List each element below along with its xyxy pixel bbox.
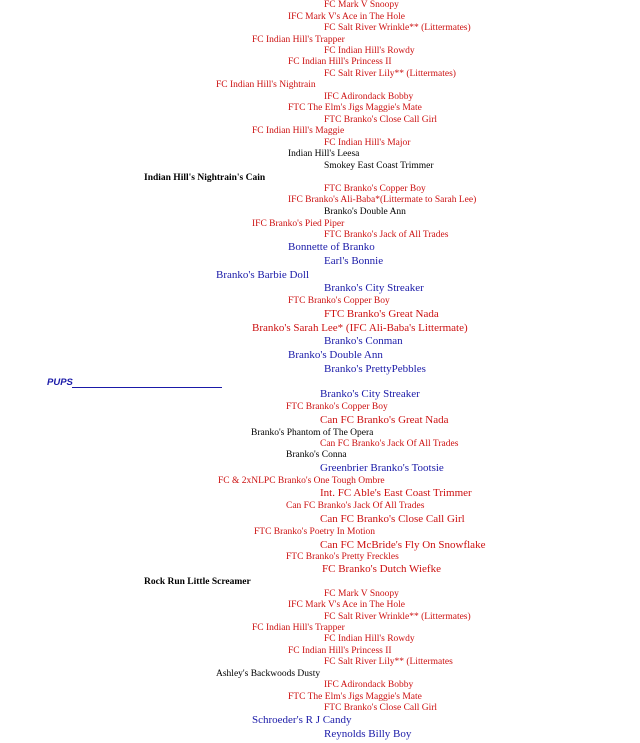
pedigree-entry: FTC Branko's Copper Boy [286,402,388,412]
dog-name-heading: Indian Hill's Nightrain's Cain [144,173,266,183]
pedigree-entry: FTC Branko's Copper Boy [288,296,390,306]
pedigree-entry: FC Indian Hill's Trapper [252,35,345,45]
pedigree-entry: Can FC Branko's Jack Of All Trades [286,501,425,511]
pedigree-entry: FC Indian Hill's Trapper [252,623,345,633]
pedigree-entry: Schroeder's R J Candy [252,714,352,726]
pedigree-entry: FC Indian Hill's Major [324,138,411,148]
pedigree-entry: FTC The Elm's Jigs Maggie's Mate [288,692,422,702]
pedigree-entry: FC Mark V Snoopy [324,589,399,599]
pedigree-entry: Int. FC Able's East Coast Trimmer [320,487,472,499]
pedigree-entry: FC Salt River Lily** (Littermates) [324,69,456,79]
pedigree-entry: FC Branko's Dutch Wiefke [322,563,441,575]
pedigree-entry: Bonnette of Branko [288,241,375,253]
pedigree-entry: Branko's PrettyPebbles [324,363,426,375]
pedigree-entry: IFC Branko's Ali-Baba*(Littermate to Sarah Lee) [288,195,477,205]
pedigree-entry: Branko's City Streaker [324,282,424,294]
pups-section-heading: PUPS [47,377,73,388]
pedigree-entry: FC Salt River Lily** (Littermates [324,657,453,667]
pedigree-entry: Branko's Phantom of The Opera [251,428,374,438]
pedigree-entry: FTC The Elm's Jigs Maggie's Mate [288,103,422,113]
pedigree-entry: FC Indian Hill's Princess II [288,646,392,656]
pedigree-entry: FTC Branko's Close Call Girl [324,115,438,125]
pedigree-entry: FC Indian Hill's Rowdy [324,634,415,644]
section-underline [72,387,222,388]
pedigree-entry: Can FC McBride's Fly On Snowflake [320,539,486,551]
pedigree-entry: FC Salt River Wrinkle** (Littermates) [324,612,471,622]
pedigree-entry: Ashley's Backwoods Dusty [216,669,321,679]
pedigree-entry: IFC Mark V's Ace in The Hole [288,600,405,610]
pedigree-entry: Indian Hill's Leesa [288,149,360,159]
pedigree-entry: FTC Branko's Close Call Girl [324,703,438,713]
pedigree-entry: FC Mark V Snoopy [324,0,399,10]
pedigree-entry: FC Salt River Wrinkle** (Littermates) [324,23,471,33]
pedigree-entry: Greenbrier Branko's Tootsie [320,462,444,474]
pedigree-entry: Branko's Conman [324,335,403,347]
pedigree-entry: Earl's Bonnie [324,255,384,267]
pedigree-entry: Branko's City Streaker [320,388,420,400]
pedigree-entry: Smokey East Coast Trimmer [324,161,434,171]
pedigree-entry: Branko's Sarah Lee* (IFC Ali-Baba's Littermate) [252,322,468,334]
pedigree-entry: Can FC Branko's Close Call Girl [320,513,465,525]
pedigree-entry: FC & 2xNLPC Branko's One Tough Ombre [218,476,385,486]
pedigree-entry: FC Indian Hill's Maggie [252,126,345,136]
pedigree-entry: IFC Adirondack Bobby [324,680,414,690]
pedigree-entry: Branko's Barbie Doll [216,269,310,281]
pedigree-entry: FTC Branko's Great Nada [324,308,439,320]
pedigree-entry: Can FC Branko's Great Nada [320,414,449,426]
pedigree-entry: Can FC Branko's Jack Of All Trades [320,439,459,449]
pedigree-entry: IFC Branko's Pied Piper [252,219,345,229]
pedigree-entry: FTC Branko's Poetry In Motion [254,527,375,537]
pedigree-entry: Branko's Double Ann [288,349,383,361]
pedigree-entry: Branko's Double Ann [324,207,406,217]
pedigree-entry: FC Indian Hill's Princess II [288,57,392,67]
pedigree-entry: IFC Mark V's Ace in The Hole [288,12,405,22]
pedigree-entry: IFC Adirondack Bobby [324,92,414,102]
pedigree-entry: Reynolds Billy Boy [324,728,412,740]
pedigree-entry: FC Indian Hill's Rowdy [324,46,415,56]
dog-name-heading: Rock Run Little Screamer [144,577,251,587]
pedigree-entry: FC Indian Hill's Nightrain [216,80,316,90]
pedigree-entry: FTC Branko's Jack of All Trades [324,230,449,240]
pedigree-entry: FTC Branko's Pretty Freckles [286,552,399,562]
pedigree-entry: Branko's Conna [286,450,347,460]
pedigree-entry: FTC Branko's Copper Boy [324,184,426,194]
